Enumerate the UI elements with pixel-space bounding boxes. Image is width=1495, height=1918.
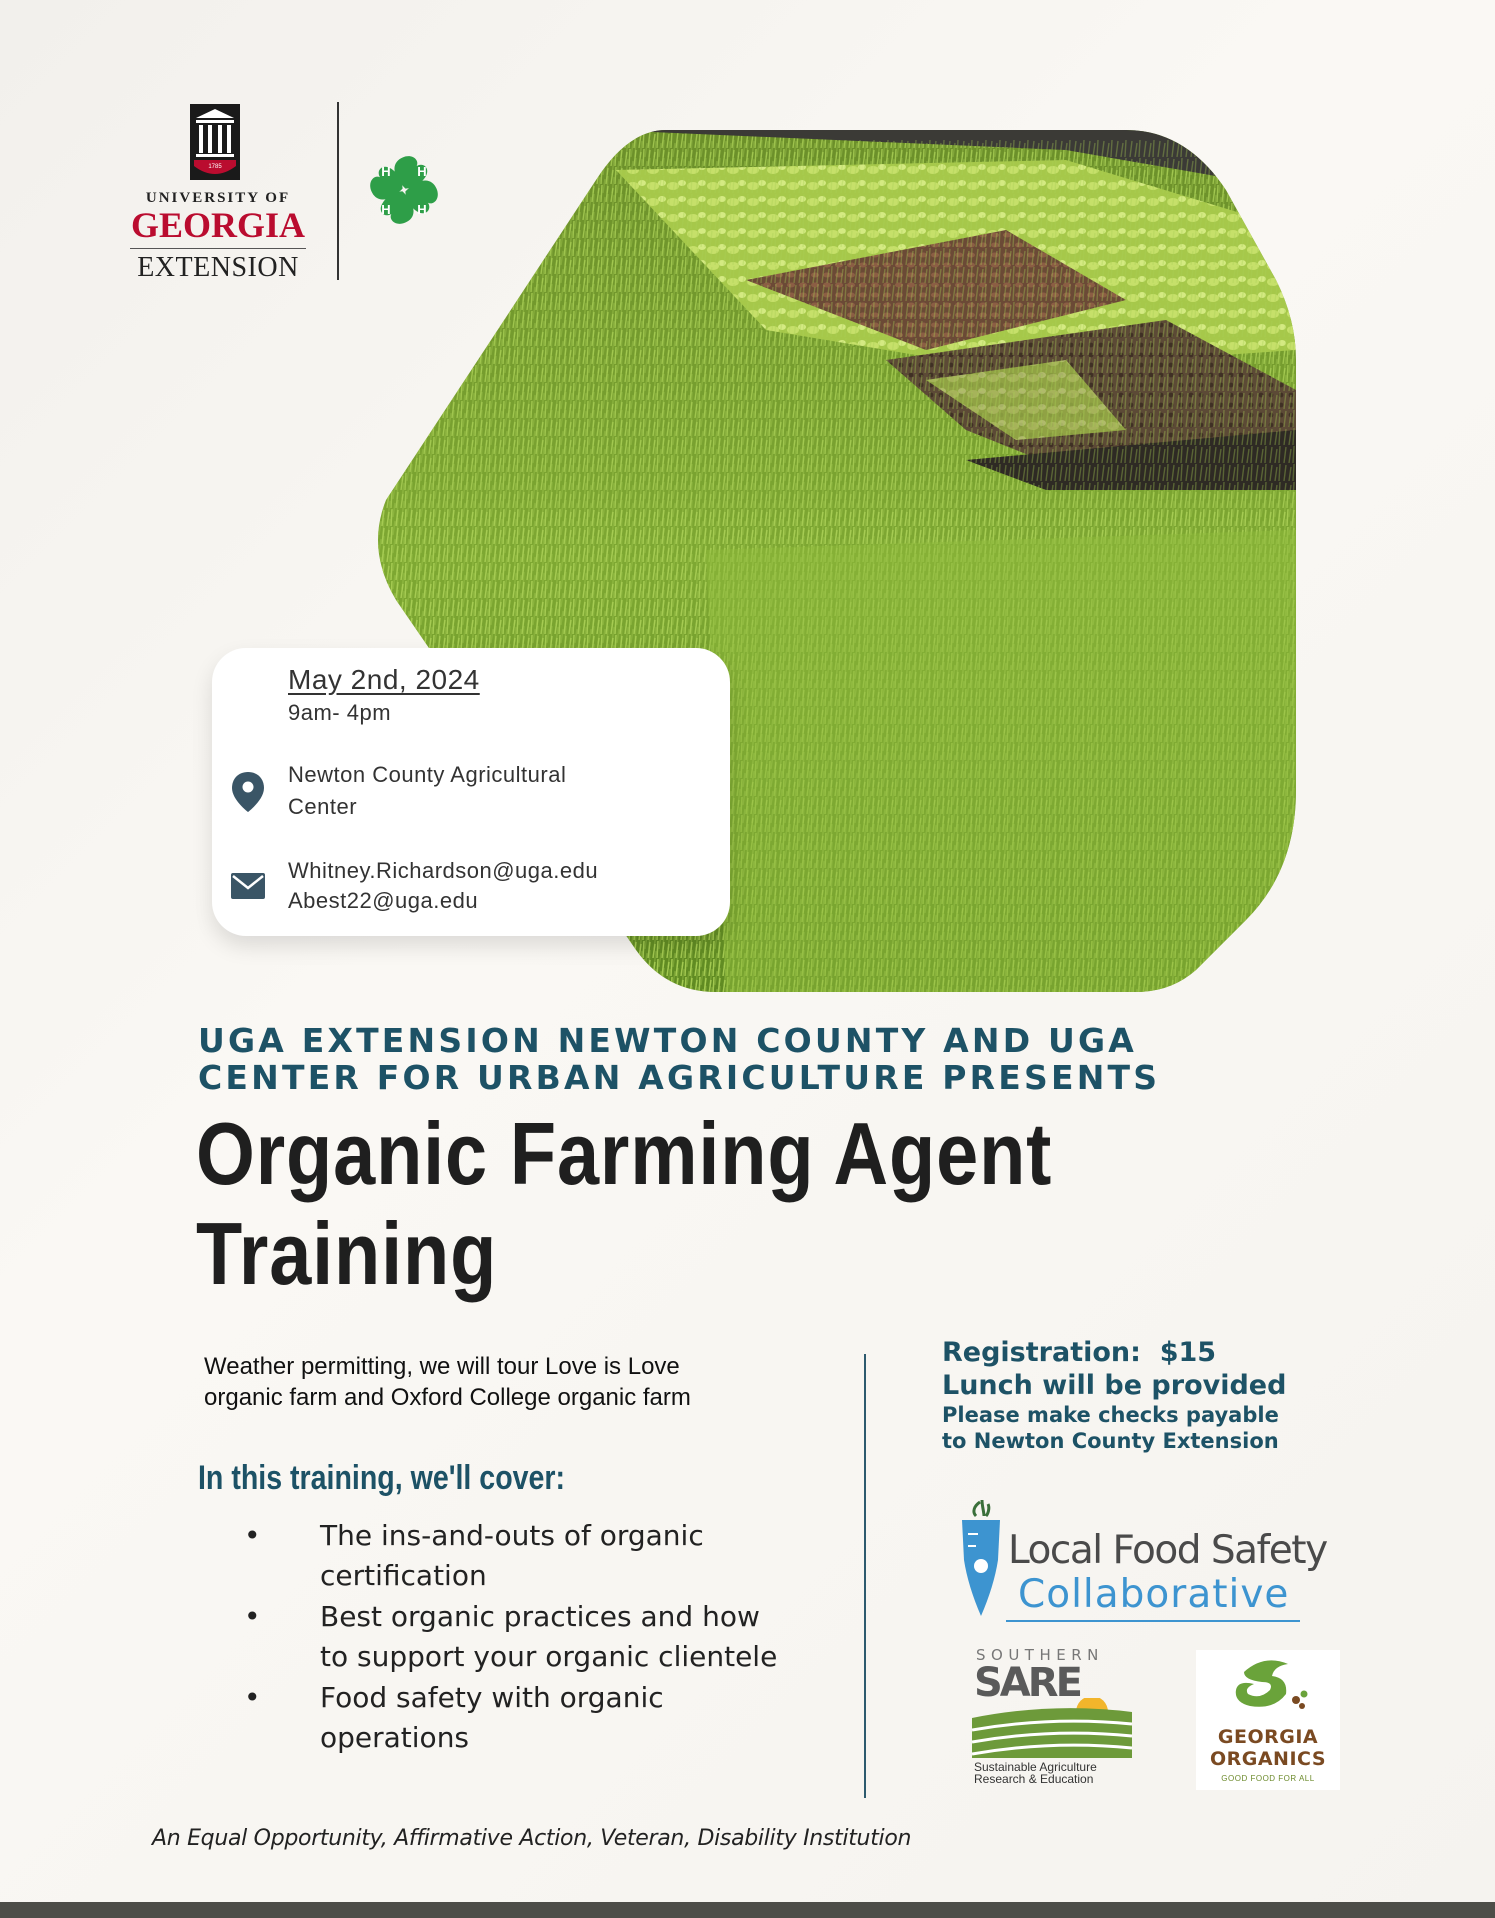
lfsc-underline: [1006, 1620, 1300, 1622]
presenter-line1: UGA EXTENSION NEWTON COUNTY AND UGA: [198, 1021, 1138, 1060]
contact-email-1[interactable]: Whitney.Richardson@uga.edu: [288, 858, 599, 883]
sare-field-icon: [972, 1698, 1132, 1758]
page-title: [196, 1104, 1142, 1304]
title-line1: Organic Farming Agent: [196, 1104, 1053, 1203]
uga-logo-rule: [130, 248, 306, 249]
uga-arch-icon: [190, 104, 240, 180]
svg-text:H: H: [381, 164, 391, 179]
bullet-icon: •: [244, 1519, 261, 1552]
sare-southern: SOUTHERN: [976, 1646, 1104, 1664]
event-time: 9am- 4pm: [288, 700, 392, 725]
event-location-line1: Newton County Agricultural: [288, 762, 567, 787]
go-tagline: GOOD FOOD FOR ALL: [1221, 1774, 1315, 1783]
list-item: [236, 1597, 836, 1677]
column-divider: [864, 1354, 866, 1798]
list-item: [236, 1516, 836, 1596]
svg-text:H: H: [417, 164, 427, 179]
bottom-bar: [0, 1902, 1495, 1918]
uga-arch-year: 1785: [208, 164, 222, 170]
georgia-organics-leaf-icon: [1214, 1654, 1324, 1730]
title-line2: Training: [196, 1204, 498, 1303]
list-item-line2: operations: [320, 1721, 470, 1754]
cover-heading: In this training, we'll cover:: [198, 1459, 566, 1497]
georgia-organics-logo: [1196, 1650, 1340, 1790]
contact-email-2[interactable]: Abest22@uga.edu: [288, 888, 479, 913]
go-line1: GEORGIA: [1217, 1726, 1319, 1748]
presenter-heading: [198, 1022, 1248, 1096]
lfsc-line1: Local Food Safety: [1008, 1528, 1327, 1573]
list-item-line2: certification: [320, 1559, 487, 1592]
location-pin-icon: [230, 770, 266, 814]
list-item-line1: Best organic practices and how: [320, 1600, 760, 1633]
sare-word: SARE: [974, 1660, 1080, 1706]
sare-subtitle-line2: Research & Education: [974, 1772, 1094, 1786]
bullet-icon: •: [244, 1600, 261, 1633]
tour-intro: [204, 1351, 804, 1413]
event-date: May 2nd, 2024: [288, 664, 480, 695]
envelope-icon: [230, 872, 266, 900]
registration-info: [942, 1336, 1286, 1454]
uga-university-of: UNIVERSITY OF: [145, 190, 291, 206]
list-item: [236, 1678, 836, 1758]
event-location-line2: Center: [288, 794, 358, 819]
lunch-note: Lunch will be provided: [942, 1370, 1287, 1401]
cover-list: [236, 1516, 836, 1759]
southern-sare-logo: [972, 1646, 1132, 1786]
bullet-icon: •: [244, 1681, 261, 1714]
checks-note-line1: Please make checks payable: [942, 1403, 1279, 1427]
uga-georgia-word: GEORGIA: [130, 205, 306, 245]
list-item-line2: to support your organic clientele: [320, 1640, 778, 1673]
presenter-line2: CENTER FOR URBAN AGRICULTURE PRESENTS: [198, 1058, 1161, 1097]
sare-subtitle-line1: Sustainable Agriculture: [974, 1760, 1097, 1774]
logo-divider: [337, 102, 339, 280]
event-info-card: [212, 648, 730, 936]
go-line2: ORGANICS: [1209, 1748, 1327, 1770]
intro-line1: Weather permitting, we will tour Love is Love: [204, 1353, 680, 1380]
intro-line2: organic farm and Oxford College organic farm: [204, 1384, 691, 1411]
carrot-pin-icon: [958, 1500, 1004, 1618]
checks-note-line2: to Newton County Extension: [942, 1429, 1279, 1453]
local-food-safety-logo: [952, 1500, 1352, 1626]
uga-extension-logo: [128, 104, 310, 284]
equal-opportunity-statement: An Equal Opportunity, Affirmative Action, Veteran, Disability Institution: [152, 1826, 912, 1851]
lfsc-line2: Collaborative: [1018, 1572, 1290, 1617]
list-item-line1: Food safety with organic: [320, 1681, 664, 1714]
registration-fee: Registration: $15: [942, 1337, 1217, 1368]
list-item-line1: The ins-and-outs of organic: [320, 1519, 704, 1552]
uga-extension-word: EXTENSION: [137, 252, 299, 283]
svg-text:H: H: [417, 202, 427, 217]
svg-text:H: H: [381, 202, 391, 217]
